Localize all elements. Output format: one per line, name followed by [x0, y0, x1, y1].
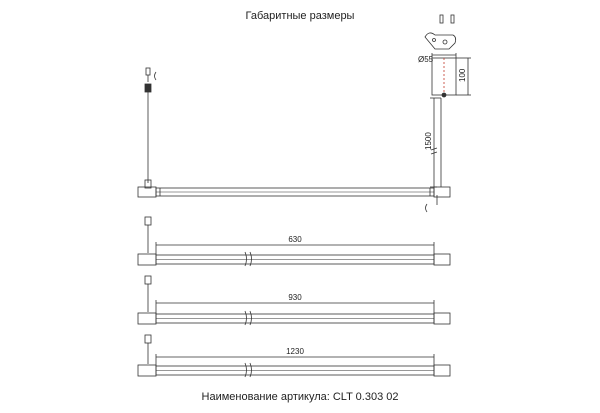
canopy-height-label: 100 — [458, 68, 467, 82]
suspension-length-label: 1500 — [424, 132, 433, 150]
screw-icons — [440, 15, 454, 23]
length-label-1230: 1230 — [286, 347, 304, 356]
article-name: Наименование артикула: CLT 0.303 02 — [201, 391, 399, 403]
drawing-title: Габаритные размеры — [245, 10, 355, 22]
fixture-variant-1230 — [138, 335, 450, 377]
right-suspension-cable — [426, 98, 442, 212]
luminaire-bar — [138, 187, 450, 197]
canopy-diameter-label: Ø55 — [418, 55, 434, 64]
length-label-930: 930 — [288, 293, 302, 302]
main-fixture-view — [138, 68, 450, 212]
length-label-630: 630 — [288, 235, 302, 244]
left-suspension-cable — [145, 68, 156, 188]
